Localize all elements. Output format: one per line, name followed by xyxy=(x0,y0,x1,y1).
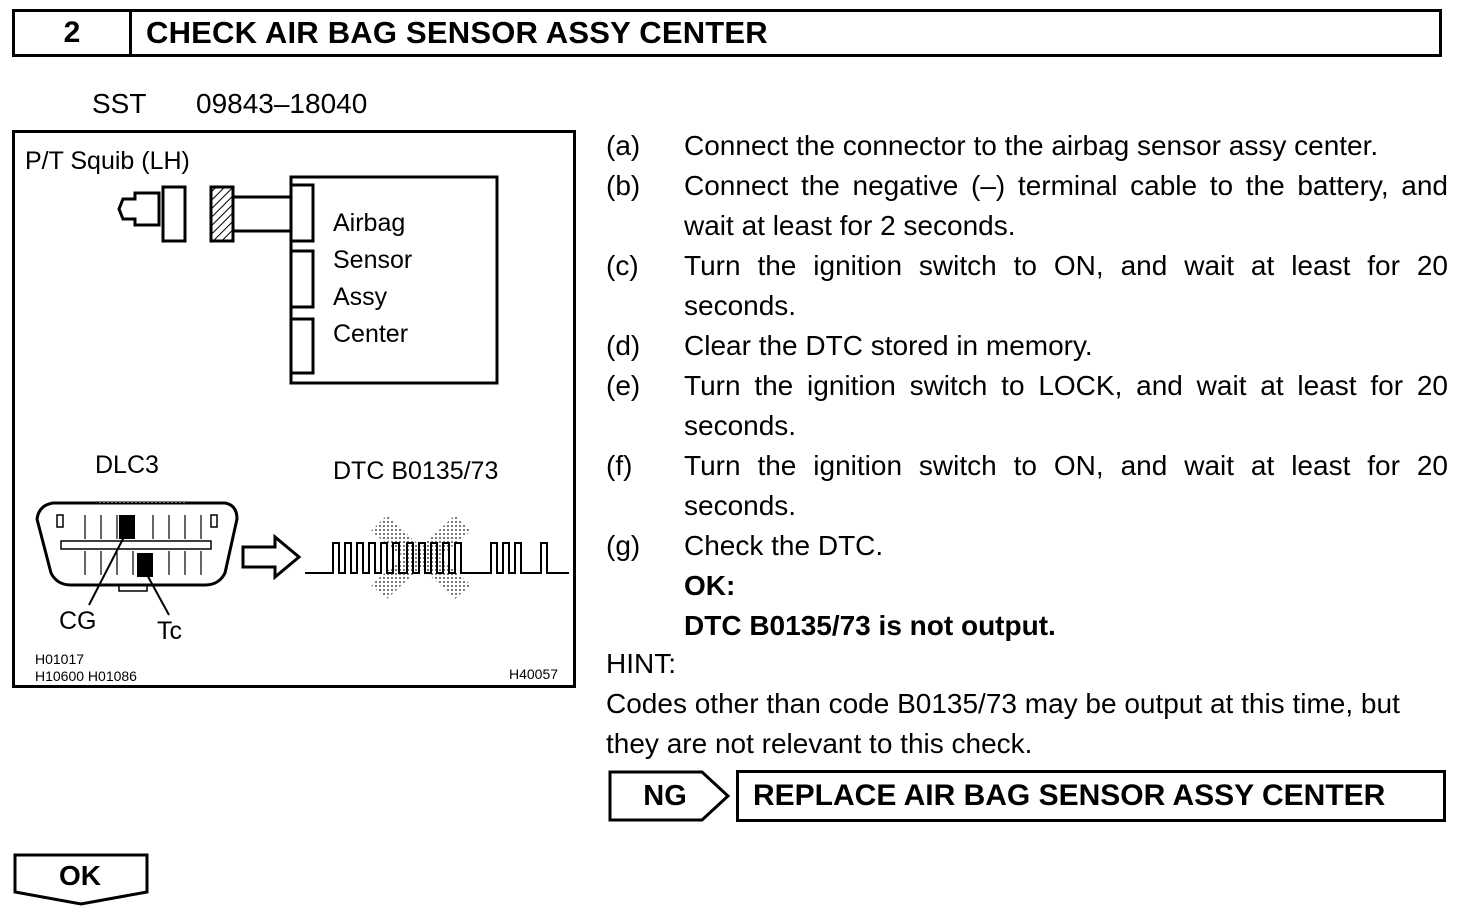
step-letter: (b) xyxy=(606,170,641,201)
step-text: Clear the DTC stored in memory. xyxy=(684,330,1093,361)
arrow-right-icon xyxy=(243,537,299,577)
figure-ref-right: H40057 xyxy=(509,666,559,682)
diagram-figure xyxy=(12,130,576,688)
ng-label: NG xyxy=(643,779,687,812)
dlc3-connector xyxy=(37,499,237,615)
step-letter: (a) xyxy=(606,130,641,161)
step-text: Check the DTC. xyxy=(684,530,884,561)
hint-text: Codes other than code B0135/73 may be output at this time, but they are not relevant to this check. xyxy=(606,688,1400,759)
airbag-sensor-box xyxy=(291,177,497,383)
sst-label: SST xyxy=(92,88,147,119)
step-number: 2 xyxy=(15,12,132,54)
step-d xyxy=(606,326,1448,366)
ng-action-text: REPLACE AIR BAG SENSOR ASSY CENTER xyxy=(753,779,1386,812)
ok-result-text: DTC B0135/73 is not output. xyxy=(684,610,1056,641)
sensor-label-line2: Sensor xyxy=(333,246,413,274)
step-g xyxy=(606,526,1448,646)
step-g-content xyxy=(684,526,1448,646)
dtc-waveform xyxy=(305,515,569,599)
step-b xyxy=(606,166,1448,246)
step-letter: (e) xyxy=(606,370,641,401)
sst-number: 09843–18040 xyxy=(196,88,368,119)
figure-ref-line1: H01017 xyxy=(35,651,85,667)
step-text: Connect the negative (–) terminal cable to the battery, and wait at least for 2 seconds. xyxy=(684,170,1448,241)
ok-label: OK xyxy=(59,860,101,891)
step-letter: (d) xyxy=(606,330,641,361)
sensor-label-line1: Airbag xyxy=(333,209,406,237)
step-f xyxy=(606,446,1448,526)
hint-label: HINT: xyxy=(606,648,676,679)
sensor-label-line4: Center xyxy=(333,320,409,348)
connector-diagram xyxy=(15,133,573,685)
cg-label: CG xyxy=(59,607,97,635)
squib-connector xyxy=(119,187,291,241)
ng-action-box xyxy=(736,770,1446,822)
step-letter: (f) xyxy=(606,450,633,481)
dlc3-label: DLC3 xyxy=(95,451,159,479)
step-c xyxy=(606,246,1448,326)
procedure-steps xyxy=(606,126,1448,646)
step-text: Turn the ignition switch to ON, and wait at least for 20 seconds. xyxy=(684,250,1448,321)
step-header xyxy=(12,9,1442,57)
step-text: Turn the ignition switch to ON, and wait at least for 20 seconds. xyxy=(684,450,1448,521)
step-letter: (c) xyxy=(606,250,639,281)
step-letter: (g) xyxy=(606,530,641,561)
figure-ref-line2: H10600 H01086 xyxy=(35,668,137,684)
squib-label: P/T Squib (LH) xyxy=(25,147,190,175)
step-a xyxy=(606,126,1448,166)
tc-label: Tc xyxy=(157,617,182,645)
step-e xyxy=(606,366,1448,446)
step-text: Turn the ignition switch to LOCK, and wait at least for 20 seconds. xyxy=(684,370,1448,441)
step-title: CHECK AIR BAG SENSOR ASSY CENTER xyxy=(146,15,768,50)
step-text: Connect the connector to the airbag sensor assy center. xyxy=(684,130,1379,161)
dtc-label: DTC B0135/73 xyxy=(333,457,499,485)
sensor-label-line3: Assy xyxy=(333,283,388,311)
ok-result-label: OK: xyxy=(684,570,736,601)
